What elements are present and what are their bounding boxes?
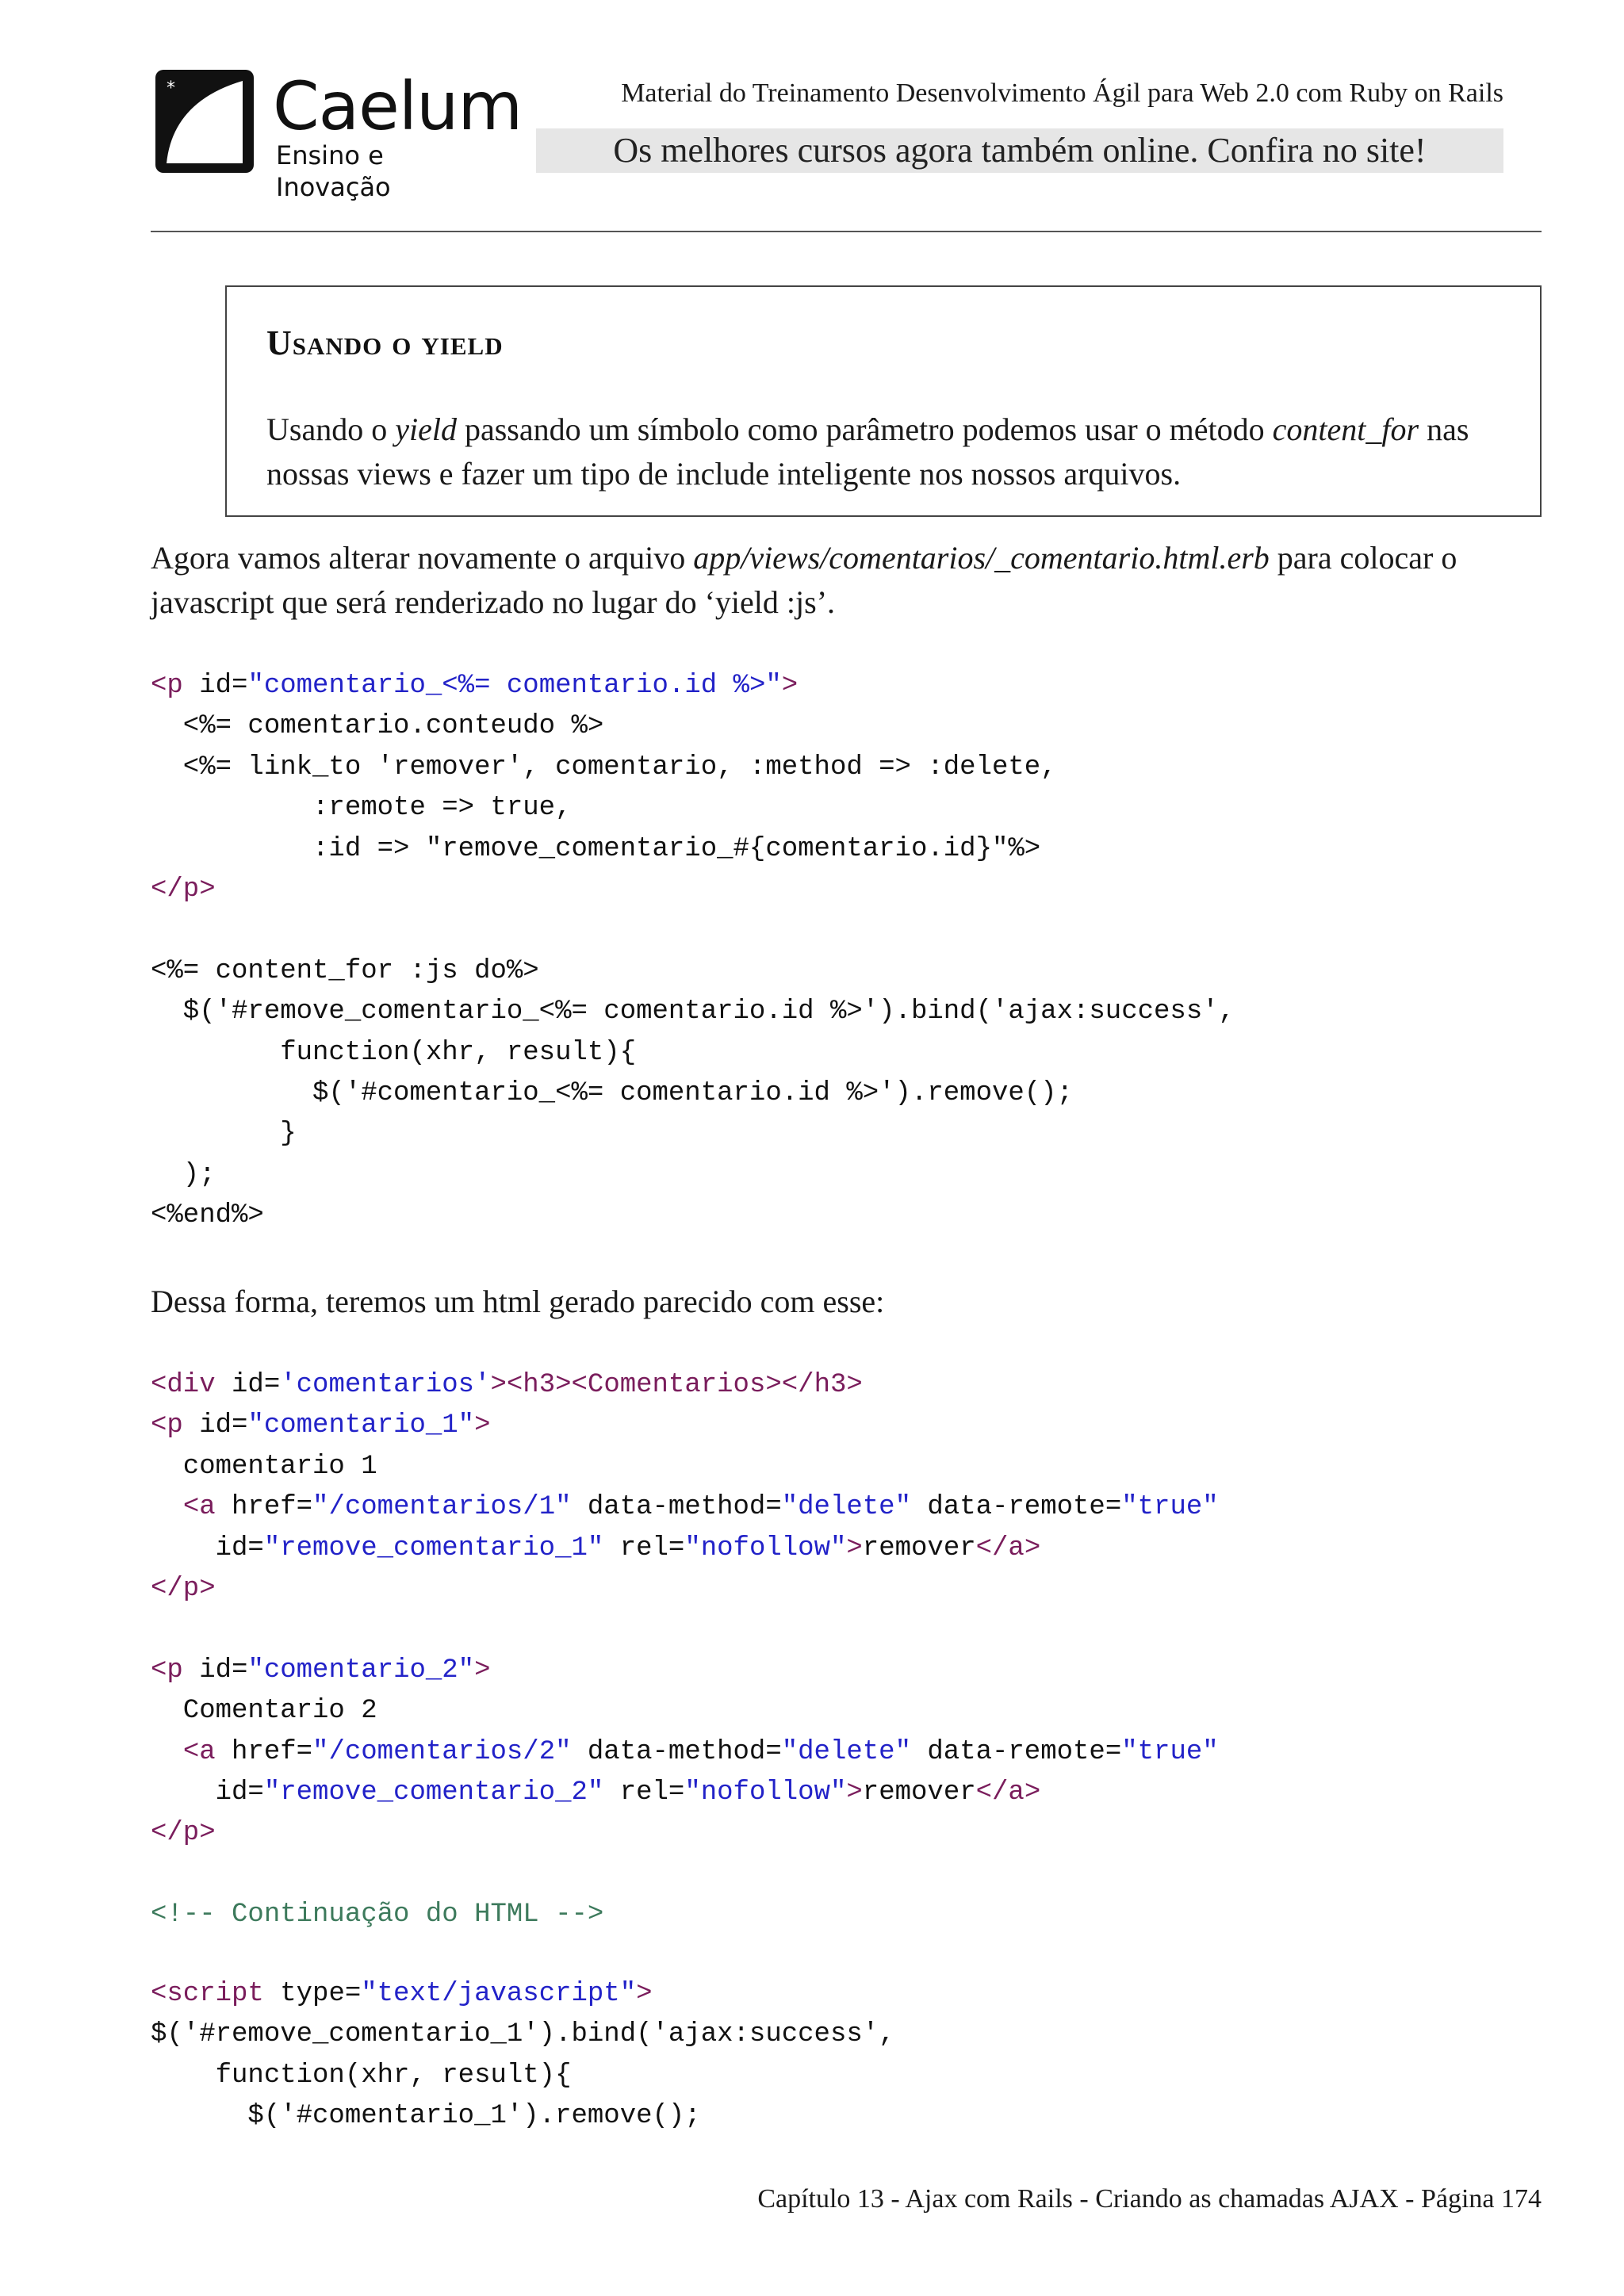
logo-name: Caelum bbox=[273, 67, 523, 145]
code-tag: > bbox=[474, 1410, 491, 1441]
code-line: } bbox=[151, 1119, 297, 1150]
code-string: "comentario_<%= comentario.id %>" bbox=[247, 671, 782, 701]
code-line bbox=[151, 1410, 491, 1441]
code-string: "remove_comentario_2" bbox=[263, 1777, 604, 1808]
code-line bbox=[151, 1370, 863, 1400]
code-attr: id= bbox=[182, 1655, 248, 1686]
code-line: <%= link_to 'remover', comentario, :method => :delete, bbox=[151, 752, 1057, 783]
code-tag: <a bbox=[182, 1736, 216, 1767]
code-attr: rel= bbox=[603, 1777, 685, 1808]
code-string: "/comentarios/2" bbox=[312, 1736, 572, 1767]
code-block-script bbox=[151, 1974, 1542, 2137]
code-attr: data-remote= bbox=[910, 1736, 1122, 1767]
code-text: remover bbox=[862, 1777, 976, 1808]
note-box-text bbox=[266, 408, 1505, 496]
paragraph-1 bbox=[151, 536, 1542, 625]
code-tag: <div bbox=[151, 1370, 216, 1400]
code-line: Comentario 2 bbox=[151, 1696, 377, 1727]
code-attr: rel= bbox=[603, 1533, 685, 1563]
code-line: $('#remove_comentario_1').bind('ajax:success', bbox=[151, 2019, 895, 2050]
page-footer: Capítulo 13 - Ajax com Rails - Criando as chamadas AJAX - Página 174 bbox=[757, 2184, 1542, 2214]
code-indent bbox=[151, 1492, 183, 1522]
code-block-html bbox=[151, 1365, 1542, 1936]
code-line: <%end%> bbox=[151, 1200, 264, 1231]
svg-text:*: * bbox=[167, 78, 175, 98]
header-divider bbox=[151, 231, 1542, 232]
code-string: "remove_comentario_1" bbox=[263, 1533, 604, 1563]
caelum-logo bbox=[155, 67, 523, 202]
code-tag: > bbox=[474, 1655, 491, 1686]
note-box-title: Usando o yield bbox=[266, 323, 504, 362]
code-tag: </a> bbox=[975, 1533, 1041, 1563]
code-attr: data-remote= bbox=[910, 1492, 1122, 1523]
paragraph-2: Dessa forma, teremos um html gerado parecido com esse: bbox=[151, 1284, 885, 1319]
code-tag: > bbox=[636, 1979, 653, 2009]
code-attr: href= bbox=[215, 1736, 313, 1767]
note-yield-word: yield bbox=[395, 411, 457, 447]
code-attr: data-method= bbox=[571, 1736, 782, 1767]
code-line: function(xhr, result){ bbox=[151, 2060, 572, 2091]
note-box bbox=[225, 285, 1542, 517]
caelum-logo-mark-icon bbox=[155, 70, 254, 173]
code-attr: id= bbox=[151, 1533, 264, 1563]
file-path: app/views/comentarios/_comentario.html.erb bbox=[693, 540, 1270, 576]
logo-tagline: Ensino e Inovação bbox=[276, 140, 391, 202]
code-line bbox=[151, 1533, 1040, 1563]
code-line: comentario 1 bbox=[151, 1451, 377, 1482]
code-tag: > bbox=[781, 671, 799, 701]
code-tag: ><h3><Comentarios></h3> bbox=[490, 1370, 863, 1400]
code-indent bbox=[151, 1737, 183, 1767]
code-string: "/comentarios/1" bbox=[312, 1492, 572, 1523]
code-string: "text/javascript" bbox=[361, 1979, 637, 2009]
code-string: "comentario_2" bbox=[247, 1655, 475, 1686]
code-line: $('#remove_comentario_<%= comentario.id %>').bind('ajax:success', bbox=[151, 997, 1235, 1027]
code-attr: data-method= bbox=[571, 1492, 782, 1523]
code-line bbox=[151, 1777, 1040, 1808]
header-title: Material do Treinamento Desenvolvimento Ágil para Web 2.0 com Ruby on Rails bbox=[621, 78, 1503, 108]
code-string: "comentario_1" bbox=[247, 1410, 475, 1441]
code-string: "delete" bbox=[781, 1736, 911, 1767]
code-line bbox=[151, 1655, 491, 1686]
code-string: "delete" bbox=[781, 1492, 911, 1523]
code-line: <%= comentario.conteudo %> bbox=[151, 711, 604, 742]
code-comment: <!-- Continuação do HTML --> bbox=[151, 1900, 604, 1931]
note-content-for-word: content_for bbox=[1272, 411, 1419, 447]
code-string: "true" bbox=[1121, 1736, 1219, 1767]
code-attr: id= bbox=[182, 1410, 248, 1441]
code-line: </p> bbox=[151, 874, 216, 905]
code-line: </p> bbox=[151, 1818, 216, 1849]
code-line: $('#comentario_1').remove(); bbox=[151, 2101, 701, 2132]
code-line: <%= content_for :js do%> bbox=[151, 955, 539, 986]
code-tag: <script bbox=[151, 1979, 264, 2009]
code-line bbox=[151, 671, 798, 701]
code-tag: > bbox=[846, 1533, 863, 1563]
code-line: :remote => true, bbox=[151, 793, 572, 824]
code-line bbox=[151, 1492, 1219, 1522]
paragraph-1-text: Agora vamos alterar novamente o arquivo bbox=[151, 540, 694, 576]
code-block-erb bbox=[151, 666, 1542, 1237]
note-text-part: nas nossas views e fazer um tipo de include inteligente nos nossos arquivos. bbox=[266, 411, 1469, 492]
code-attr: type= bbox=[263, 1979, 362, 2009]
code-line: ); bbox=[151, 1159, 216, 1190]
code-attr: id= bbox=[182, 671, 248, 701]
code-text: remover bbox=[862, 1533, 976, 1563]
code-line: :id => "remove_comentario_#{comentario.id}"%> bbox=[151, 833, 1041, 864]
code-attr: id= bbox=[151, 1777, 264, 1808]
code-tag: <p bbox=[151, 1655, 183, 1686]
code-tag: </a> bbox=[975, 1777, 1041, 1808]
code-line: $('#comentario_<%= comentario.id %>').remove(); bbox=[151, 1078, 1073, 1109]
code-string: "true" bbox=[1121, 1492, 1219, 1523]
code-tag: <a bbox=[182, 1492, 216, 1523]
code-tag: <p bbox=[151, 1410, 183, 1441]
paragraph-1-text: para colocar o javascript que será renderizado no lugar do ‘yield :js’. bbox=[151, 540, 1457, 620]
code-line: </p> bbox=[151, 1574, 216, 1605]
promo-banner: Os melhores cursos agora também online. Confira no site! bbox=[536, 128, 1503, 173]
code-tag: <p bbox=[151, 671, 183, 701]
code-string: "nofollow" bbox=[684, 1533, 847, 1563]
note-text-part: passando um símbolo como parâmetro podemos usar o método bbox=[456, 411, 1273, 447]
note-text-part: Usando o bbox=[266, 411, 396, 447]
code-line bbox=[151, 1737, 1219, 1767]
code-tag: > bbox=[846, 1777, 863, 1808]
code-attr: id= bbox=[215, 1370, 281, 1400]
code-line bbox=[151, 1979, 653, 2009]
code-string: "nofollow" bbox=[684, 1777, 847, 1808]
code-attr: href= bbox=[215, 1492, 313, 1523]
code-line: function(xhr, result){ bbox=[151, 1037, 637, 1068]
code-string: 'comentarios' bbox=[280, 1370, 491, 1400]
